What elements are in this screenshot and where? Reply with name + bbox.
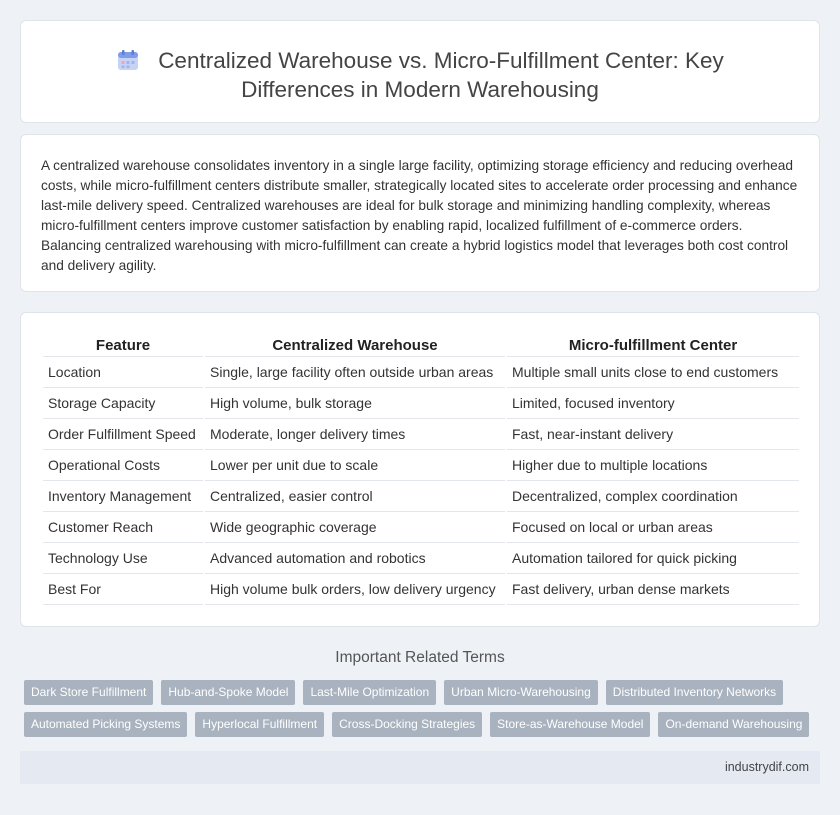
summary-text: A centralized warehouse consolidates inventory in a single large facility, optimizing storage efficiency and reducing overhead costs, while micro-fulfillment centers distribute smaller, strategically located sites to accelerate order processing and enhance last-mile delivery speed. Centralized warehouses are ideal for bulk storage and minimizing handling complexity, whereas micro-fulfillment centers improve customer satisfaction by enabling rapid, localized fulfillment of e-commerce orders. Balancing centralized warehousing with micro-fulfillment can create a hybrid logistics model that leverages both cost control and delivery agility. <box>41 158 798 273</box>
summary-card <box>20 134 820 292</box>
table-row <box>43 450 799 481</box>
related-terms-tags <box>24 680 824 744</box>
cell-micro: Focused on local or urban areas <box>507 512 799 543</box>
page-title: Centralized Warehouse vs. Micro-Fulfillment Center: Key Differences in Modern Warehousing <box>158 48 724 102</box>
related-terms-title: Important Related Terms <box>335 649 505 666</box>
tag-row <box>24 680 824 705</box>
tag-on-demand-warehousing[interactable]: On-demand Warehousing <box>658 712 809 737</box>
cell-feature: Customer Reach <box>43 512 203 543</box>
header-feature: Feature <box>43 333 203 357</box>
cell-centralized: Single, large facility often outside urban areas <box>205 357 505 388</box>
footer-site[interactable]: industrydif.com <box>724 760 809 774</box>
cell-feature: Operational Costs <box>43 450 203 481</box>
tag-urban-micro-warehousing[interactable]: Urban Micro-Warehousing <box>444 680 598 705</box>
header-centralized: Centralized Warehouse <box>205 333 505 357</box>
tag-distributed-inventory-networks[interactable]: Distributed Inventory Networks <box>606 680 783 705</box>
footer <box>20 751 820 784</box>
tag-store-as-warehouse-model[interactable]: Store-as-Warehouse Model <box>490 712 650 737</box>
cell-micro: Fast delivery, urban dense markets <box>507 574 799 605</box>
cell-centralized: Wide geographic coverage <box>205 512 505 543</box>
tag-dark-store-fulfillment[interactable]: Dark Store Fulfillment <box>24 680 153 705</box>
tag-row <box>24 712 824 737</box>
table-row <box>43 419 799 450</box>
table-row <box>43 388 799 419</box>
cell-feature: Location <box>43 357 203 388</box>
cell-centralized: Lower per unit due to scale <box>205 450 505 481</box>
cell-feature: Order Fulfillment Speed <box>43 419 203 450</box>
cell-centralized: Advanced automation and robotics <box>205 543 505 574</box>
table-row <box>43 512 799 543</box>
calendar-icon <box>116 48 140 72</box>
cell-micro: Automation tailored for quick picking <box>507 543 799 574</box>
comparison-table-card <box>20 312 820 627</box>
cell-centralized: Centralized, easier control <box>205 481 505 512</box>
cell-centralized: Moderate, longer delivery times <box>205 419 505 450</box>
cell-feature: Best For <box>43 574 203 605</box>
table-header-row <box>43 333 799 357</box>
cell-micro: Limited, focused inventory <box>507 388 799 419</box>
comparison-table <box>41 333 801 605</box>
cell-micro: Multiple small units close to end customers <box>507 357 799 388</box>
cell-feature: Storage Capacity <box>43 388 203 419</box>
tag-hyperlocal-fulfillment[interactable]: Hyperlocal Fulfillment <box>195 712 324 737</box>
cell-centralized: High volume bulk orders, low delivery urgency <box>205 574 505 605</box>
cell-centralized: High volume, bulk storage <box>205 388 505 419</box>
table-row <box>43 481 799 512</box>
table-row <box>43 357 799 388</box>
tag-automated-picking-systems[interactable]: Automated Picking Systems <box>24 712 187 737</box>
tag-hub-and-spoke-model[interactable]: Hub-and-Spoke Model <box>161 680 295 705</box>
cell-feature: Inventory Management <box>43 481 203 512</box>
cell-micro: Fast, near-instant delivery <box>507 419 799 450</box>
cell-feature: Technology Use <box>43 543 203 574</box>
page-title-container <box>21 46 819 104</box>
cell-micro: Higher due to multiple locations <box>507 450 799 481</box>
table-row <box>43 543 799 574</box>
title-card <box>20 20 820 123</box>
tag-last-mile-optimization[interactable]: Last-Mile Optimization <box>303 680 436 705</box>
header-micro: Micro-fulfillment Center <box>507 333 799 357</box>
tag-cross-docking-strategies[interactable]: Cross-Docking Strategies <box>332 712 482 737</box>
table-row <box>43 574 799 605</box>
cell-micro: Decentralized, complex coordination <box>507 481 799 512</box>
